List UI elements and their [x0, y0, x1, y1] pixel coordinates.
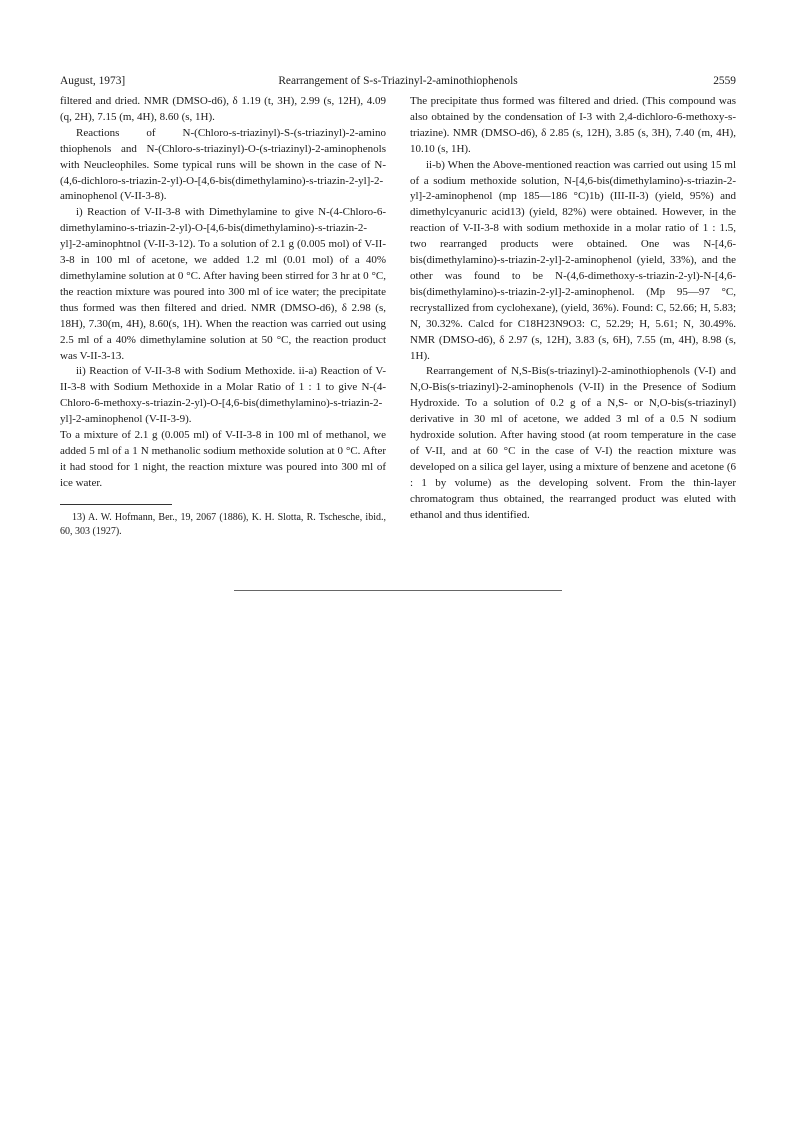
- paragraph: Rearrangement of N,S-Bis(s-triazinyl)-2-aminothiophenols (V-I) and N,O-Bis(s-triazinyl)-2-aminophenols (V-II) in the Presence of Sodium Hydroxide. To a solution of 0.2 g of a N,S- or N,O-bis(s-triazinyl) derivative in 30 ml of acetone, we added 3 ml of a 0.5 N sodium hydroxide solution. After having stood (at room temperature in the case of V-II, and at 60 °C in the case of V-I) the reaction mixture was developed on a silica gel layer, using a mixture of benzene and acetone (6 : 1 by volume) as the developing solvent. From the thin-layer chromatogram thus obtained, the rearranged product was eluted with ethanol and thus identified.: [410, 365, 736, 521]
- paragraph: To a mixture of 2.1 g (0.005 ml) of V-II-3-8 in 100 ml of methanol, we added 5 ml of a 1 N methanolic sodium methoxide solution at 0 °C. After it had stood for 1 night, the reaction mixture was poured into 300 ml of ice water.: [60, 429, 386, 489]
- footnote-divider: [60, 504, 172, 505]
- journal-page: [60, 72, 736, 537]
- article-end-rule: [234, 590, 562, 591]
- paragraph: filtered and dried. NMR (DMSO-d6), δ 1.19 (t, 3H), 2.99 (s, 12H), 4.09 (q, 2H), 7.15 (m, 4H), 8.60 (s, 1H).: [60, 95, 386, 123]
- paragraph: ii-b) When the Above-mentioned reaction was carried out using 15 ml of a sodium methoxide solution, N-[4,6-bis(dimethylamino)-s-triazin-2-yl]-2-aminophenol (mp 185—186 °C)1b) (III-II-3) (yield, 95%) and dimethylcyanuric acid13) (yield, 82%) were obtained. However, in the reaction of V-II-3-8 with sodium methoxide in a molar ratio of 1 : 1.5, two rearranged products were obtained. One was N-[4,6-bis(dimethylamino)-s-triazin-2-yl]-2-aminophenol (yield, 33%), and the other was found to be N-(4,6-dimethoxy-s-triazin-2-yl)-N-[4,6-bis(dimethylamino)-s-triazin-2-yl]-2-aminophenol. (Mp 95—97 °C, recrystallized from cyclohexane), (yield, 36%). Found: C, 52.66; H, 5.83; N, 30.32%. Calcd for C18H23N9O3: C, 52.29; H, 5.61; N, 30.49%. NMR (DMSO-d6), δ 2.97 (s, 12H), 3.83 (s, 6H), 7.55 (m, 4H), 8.98 (s, 1H).: [410, 158, 736, 362]
- footnote: 13) A. W. Hofmann, Ber., 19, 2067 (1886), K. H. Slotta, R. Tschesche, ibid., 60, 303 (1927).: [60, 511, 386, 537]
- paragraph: ii) Reaction of V-II-3-8 with Sodium Methoxide. ii-a) Reaction of V-II-3-8 with Sodium Methoxide in a Molar Ratio of 1 : 1 to give N-(4-Chloro-6-methoxy-s-triazin-2-yl)-O-[4,6-bis(dimethylamino)-s-triazin-2-yl]-2-aminophenol (V-II-3-9).: [60, 365, 386, 426]
- issue-date: August, 1973]: [60, 75, 126, 87]
- left-column: [60, 94, 386, 539]
- paragraph: i) Reaction of V-II-3-8 with Dimethylamine to give N-(4-Chloro-6-dimethylamino-s-triazin-2-yl)-O-[4,6-bis(dimethylamino)-s-triazin-2-yl]-2-aminophtnol (V-II-3-12). To a solution of 2.1 g (0.005 mol) of V-II-3-8 in 100 ml of acetone, we added 1.2 ml (0.01 mol) of a 40% dimethylamine solution at 0 °C. After having been stirred for 3 hr at 0 °C, the reaction mixture was poured into 300 ml of ice water; the precipitate thus formed was then filtered and dried. NMR (DMSO-d6), δ 2.98 (s, 18H), 7.30(m, 4H), 8.60(s, 1H). When the reaction was carried out using 2.5 ml of a 40% dimethylamine solution at 50 °C, the reaction product was V-II-3-13.: [60, 206, 386, 362]
- page-number: 2559: [713, 75, 736, 87]
- running-title: Rearrangement of S-s-Triazinyl-2-aminothiophenols: [278, 75, 518, 87]
- running-head: [60, 72, 736, 90]
- paragraph: The precipitate thus formed was filtered and dried. (This compound was also obtained by the condensation of I-3 with 2,4-dichloro-6-methoxy-s-triazine). NMR (DMSO-d6), δ 2.85 (s, 12H), 3.85 (s, 3H), 7.40 (m, 4H), 10.10 (s, 1H).: [410, 95, 736, 155]
- paragraph: Reactions of N-(Chloro-s-triazinyl)-S-(s-triazinyl)-2-amino thiophenols and N-(Chloro-s-triazinyl)-O-(s-triazinyl)-2-aminophenols with Neucleophiles. Some typical runs will be shown in the case of N-(4,6-dichloro-s-triazin-2-yl)-O-[4,6-bis(dimethylamino)-s-triazin-2-yl]-2-aminophenol (V-II-3-8).: [60, 126, 386, 203]
- right-column: [410, 94, 736, 523]
